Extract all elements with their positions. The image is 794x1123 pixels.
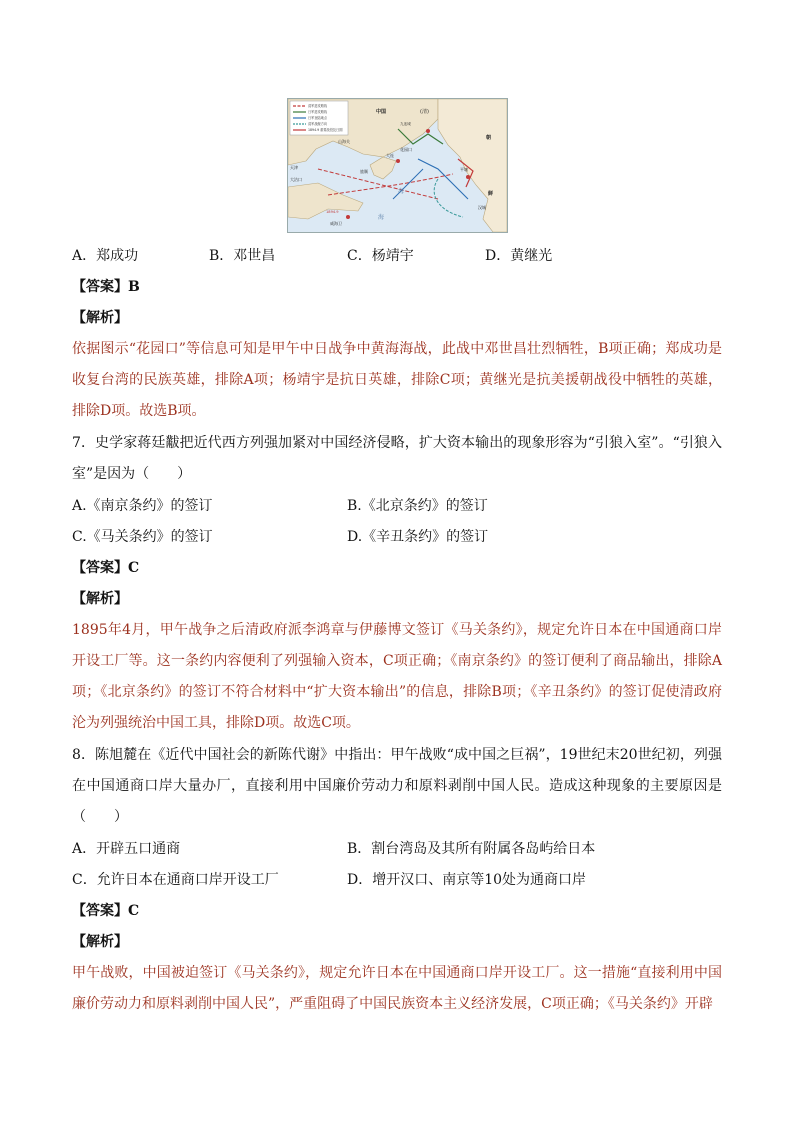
q8-option-a: A．开辟五口通商 — [72, 841, 181, 857]
q8-option-b: B．割台湾岛及其所有附属各岛屿给日本 — [347, 841, 596, 857]
q6-option-b: B．邓世昌 — [209, 248, 276, 264]
q6-option-c: C．杨靖宇 — [347, 248, 414, 264]
legend-item-5: 1894.9 重要战役及日期 — [308, 128, 343, 132]
map-svg — [288, 99, 507, 232]
label-sea-1: 海 — [398, 188, 405, 195]
label-jiuliancheng: 九连城 — [400, 122, 411, 126]
label-sea-2: 海 — [378, 214, 385, 221]
q7-analysis-title: 【解析】 — [72, 591, 128, 607]
q8-option-d: D．增开汉口、南京等10处为通商口岸 — [347, 872, 587, 888]
q8-analysis: 甲午战败，中国被迫签订《马关条约》，规定允许日本在中国通商口岸开设工厂。这一措施“直接利用中国廉价劳动力和原料剥削中国人民”，严重阻碍了中国民族资本主义经济发展，C项正确；《马关条约》开辟 — [72, 965, 722, 1012]
legend-item-2: 日军进攻路线 — [308, 110, 328, 114]
q7-answer: 【答案】C — [72, 560, 140, 576]
label-huayuankou: 花园口 — [400, 147, 412, 152]
q7-analysis: 1895年4月，甲午战争之后清政府派李鸿章与伊藤博文签订《马关条约》，规定允许日本在中国通商口岸开设工厂等。这一条约内容便利了列强输入资本，C项正确；《南京条约》的签订便利了商品输出，排除A项；《北京条约》的签订不符合材料中“扩大资本输出”的信息，排除B项；《辛丑条约》的签订促使清政府沦为列强统治中国工具，排除D项。故选C项。 — [72, 622, 722, 731]
q6-analysis-title: 【解析】 — [72, 310, 128, 326]
label-shanhaiguan: 山海关 — [338, 139, 350, 144]
legend-item-3: 日军登陆地点 — [308, 116, 328, 120]
label-xian: 鲜 — [488, 191, 494, 197]
label-hancheng: 汉城 — [478, 205, 486, 210]
label-dagukou: 大沽口 — [290, 177, 302, 182]
q8-answer: 【答案】C — [72, 903, 140, 919]
q8-option-c: C．允许日本在通商口岸开设工厂 — [72, 872, 279, 888]
label-chao: 朝 — [486, 135, 492, 141]
label-date: 1894.9 — [326, 210, 339, 214]
q8-stem: 8．陈旭麓在《近代中国社会的新陈代谢》中指出：甲午战败“成中国之巨祸”，19世纪末20世纪初，列强在中国通商口岸大量办厂，直接利用中国廉价劳动力和原料剥削中国人民。造成这种现象的主要原因是（ ） — [72, 747, 722, 825]
label-tianjin: 天津 — [290, 165, 298, 170]
legend-item-1: 清军进攻路线 — [308, 104, 328, 108]
battle-map — [287, 98, 508, 233]
q7-option-d: D.《辛丑条约》的签订 — [347, 529, 489, 545]
label-china: 中国 — [376, 109, 387, 115]
q6-option-d: D．黄继光 — [485, 248, 553, 264]
q6-answer: 【答案】B — [72, 279, 140, 295]
label-qing: (清) — [420, 109, 429, 115]
q7-option-c: C.《马关条约》的签订 — [72, 529, 213, 545]
label-weihaiwei: 威海卫 — [330, 221, 342, 226]
q7-option-b: B.《北京条约》的签订 — [347, 498, 488, 514]
legend-item-4: 清军战舰方向 — [308, 122, 328, 126]
label-dalian: 大连 — [386, 153, 394, 158]
label-pyongyang: 平壤 — [460, 167, 468, 172]
label-lushun: 旅顺 — [360, 169, 368, 174]
q7-stem: 7．史学家蒋廷黻把近代西方列强加紧对中国经济侵略，扩大资本输出的现象形容为“引狼入室”。“引狼入室”是因为（ ） — [72, 435, 722, 482]
q6-option-a: A．郑成功 — [72, 248, 139, 264]
q8-analysis-title: 【解析】 — [72, 934, 128, 950]
q7-option-a: A.《南京条约》的签订 — [72, 498, 213, 514]
q6-analysis: 依据图示“花园口”等信息可知是甲午中日战争中黄海海战，此战中邓世昌壮烈牺牲，B项正确；郑成功是收复台湾的民族英雄，排除A项；杨靖宇是抗日英雄，排除C项；黄继光是抗美援朝战役中牺牲的英雄，排除D项。故选B项。 — [72, 341, 722, 419]
